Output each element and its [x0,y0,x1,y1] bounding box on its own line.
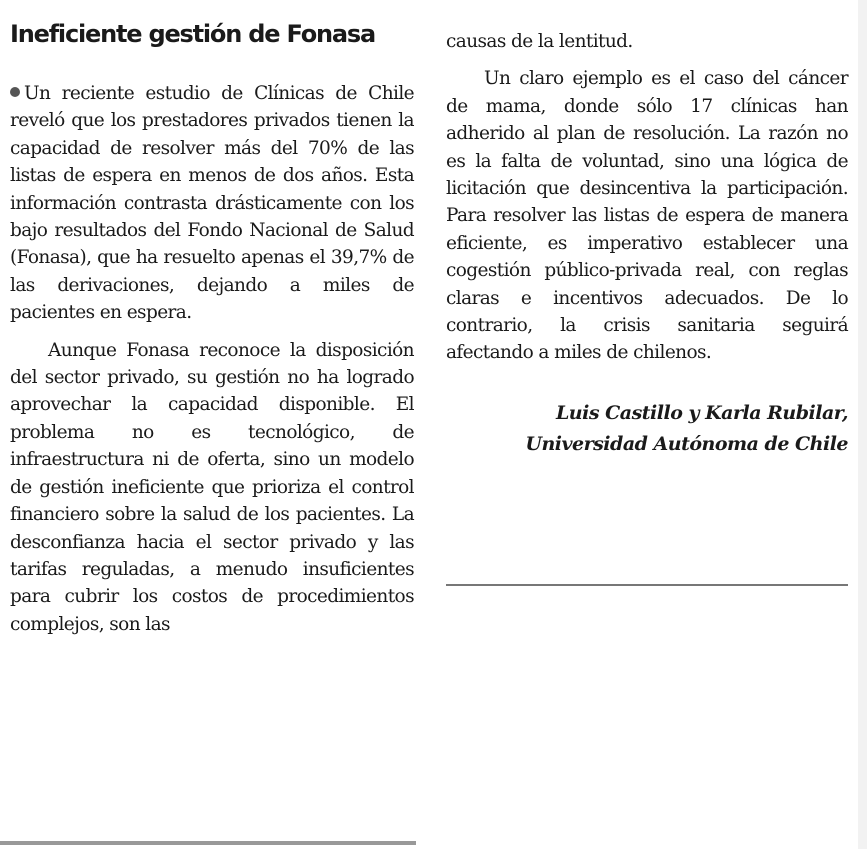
bullet-dot-icon [10,87,20,97]
signature-affiliation: Universidad Autónoma de Chile [525,432,848,455]
page-edge [858,0,867,849]
left-column [10,14,414,638]
author-signature [446,398,848,460]
paragraph-3: Un claro ejemplo es el caso del cáncer de mama, donde sólo 17 clínicas han adherido al plan de resolución. La razón no es la falta de voluntad, sino una lógica de licitación que desincentiva la participación. Para resolver las listas de espera de manera eficiente, es imperativo establecer una cogestión público-privada real, con reglas claras e incentivos adecuados. De lo contrario, la crisis sanitaria seguirá afectando a miles de chilenos. [446,68,848,364]
left-column-bottom-rule [0,841,416,845]
paragraph-gap [10,327,414,337]
paragraph-1 [10,80,414,327]
right-column-divider [446,584,848,586]
right-column [446,28,848,460]
paragraph-1-text: Un reciente estudio de Clínicas de Chile reveló que los prestadores privados tienen la capacidad de resolver más del 70% de las listas de espera en menos de dos años. Esta información contrasta drásticamente con los bajo resultados del Fondo Nacional de Salud (Fonasa), que ha resuelto apenas el 39,7% de las derivaciones, dejando a miles de pacientes en espera. [10,83,414,324]
paragraph-2-continued: causas de la lentitud. [446,31,633,52]
paragraph-gap [446,55,848,65]
paragraph-2: Aunque Fonasa reconoce la disposición del sector privado, su gestión no ha logrado aprovechar la capacidad disponible. El problema no es tecnológico, de infraestructura ni de oferta, sino un modelo de gestión ineficiente que prioriza el control financiero sobre la salud de los pacientes. La desconfianza hacia el sector privado y las tarifas reguladas, a menudo insuficientes para cubrir los costos de procedimientos complejos, son las [10,339,414,635]
signature-authors: Luis Castillo y Karla Rubilar, [555,401,848,424]
article-headline: Ineficiente gestión de Fonasa [10,20,375,48]
